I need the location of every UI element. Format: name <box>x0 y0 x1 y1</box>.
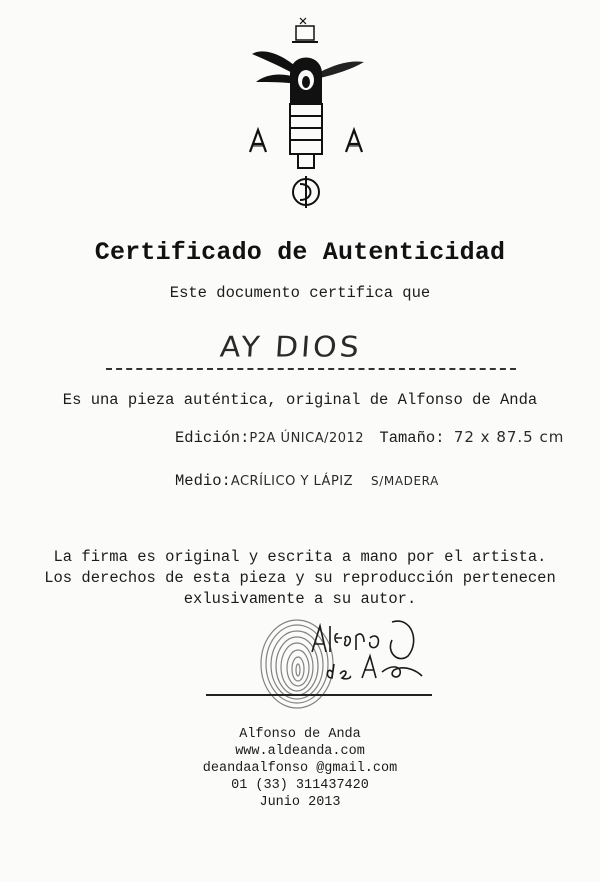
artist-logo-illustration <box>240 12 370 210</box>
signature-line <box>206 694 432 696</box>
piece-name-dashed-line <box>106 368 516 370</box>
size-value-handwritten: 72 x 87.5 cm <box>453 428 565 446</box>
medium-support-handwritten: S/MADERA <box>371 474 439 488</box>
signature-note-line-3: exlusivamente a su autor. <box>183 590 417 608</box>
artist-website: www.aldeanda.com <box>235 744 365 759</box>
artist-name: Alfonso de Anda <box>239 727 361 742</box>
piece-name-handwritten: AY DIOS <box>218 330 363 365</box>
edition-value-handwritten: P2A ÚNICA/2012 <box>249 431 365 446</box>
authenticity-statement: Es una pieza auténtica, original de Alfonso de Anda <box>62 391 538 409</box>
certificate-date: Junio 2013 <box>259 795 341 810</box>
medium-value-handwritten: ACRÍLICO Y LÁPIZ <box>230 474 354 489</box>
edition-label: Edición: <box>175 429 250 447</box>
artist-email: deandaalfonso @gmail.com <box>202 761 398 776</box>
certificate-title: Certificado de Autenticidad <box>94 238 506 267</box>
artist-phone: 01 (33) 311437420 <box>231 778 369 793</box>
fingerprint-signature-graphic <box>242 612 442 722</box>
edition-size-row <box>175 428 564 447</box>
certificate-subtitle: Este documento certifica que <box>169 284 431 302</box>
signature-note-line-2: Los derechos de esta pieza y su reproducción pertenecen <box>44 569 556 587</box>
medium-label: Medio: <box>175 472 231 490</box>
medium-row <box>175 472 439 490</box>
signature-note-line-1: La firma es original y escrita a mano por el artista. <box>53 548 547 566</box>
size-label: Tamaño: <box>379 429 445 447</box>
